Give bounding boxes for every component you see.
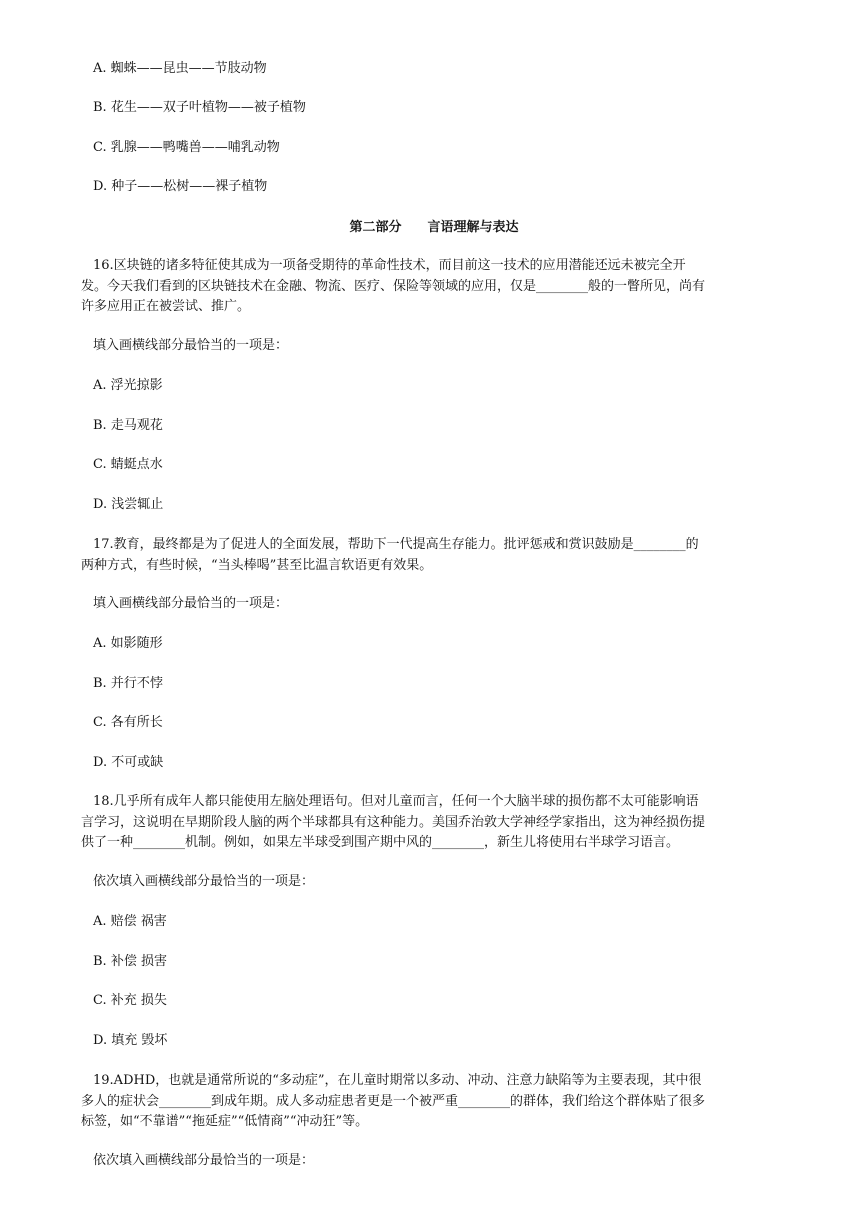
q16-option-a: A. 浮光掠影: [93, 378, 163, 393]
q16-prompt: 填入画横线部分最恰当的一项是：: [93, 338, 289, 353]
q18-option-c: C. 补充 损失: [93, 993, 167, 1008]
q16-option-c: C. 蜻蜓点水: [93, 457, 163, 472]
q19-prompt: 依次填入画横线部分最恰当的一项是：: [93, 1153, 315, 1168]
q16-line-3: 许多应用正在被尝试、推广。: [81, 299, 251, 314]
q18-prompt: 依次填入画横线部分最恰当的一项是：: [93, 874, 315, 889]
q17-option-d: D. 不可或缺: [93, 755, 164, 770]
q16-option-d: D. 浅尝辄止: [93, 497, 164, 512]
q18-option-b: B. 补偿 损害: [93, 954, 167, 969]
q15-option-a: A. 蜘蛛——昆虫——节肢动物: [93, 61, 267, 76]
q19-line-3: 标签，如“不靠谱”“拖延症”“低情商”“冲动狂”等。: [81, 1114, 369, 1129]
q19-line-2: 多人的症状会________到成年期。成人多动症患者更是一个被严重________的群体，我们给这个群体贴了很多: [81, 1093, 706, 1109]
section-title: 言语理解与表达: [427, 220, 519, 235]
q18-line-2: 言学习，这说明在早期阶段人脑的两个半球都具有这种能力。美国乔治敦大学神经学家指出，这为神经损伤提: [81, 814, 706, 830]
q15-option-b: B. 花生——双子叶植物——被子植物: [93, 100, 306, 115]
q16-line-1: 16.区块链的诸多特征使其成为一项备受期待的革命性技术，而目前这一技术的应用潜能还远未被完全开: [93, 258, 686, 273]
q17-option-c: C. 各有所长: [93, 715, 163, 730]
q18-option-a: A. 赔偿 祸害: [93, 914, 167, 929]
q18-line-1: 18.几乎所有成年人都只能使用左脑处理语句。但对儿童而言，任何一个大脑半球的损伤都不太可能影响语: [93, 794, 699, 809]
q17-line-1: 17.教育，最终都是为了促进人的全面发展，帮助下一代提高生存能力。批评惩戒和赏识鼓励是________的: [93, 537, 699, 552]
q16-stem: [81, 256, 801, 318]
q16-option-b: B. 走马观花: [93, 418, 163, 433]
q16-line-2: 发。今天我们看到的区块链技术在金融、物流、医疗、保险等领域的应用，仅是________般的一瞥所见，尚有: [81, 278, 706, 294]
section-part: 第二部分: [349, 220, 402, 235]
q19-line-1: 19.ADHD，也就是通常所说的“多动症”，在儿童时期常以多动、冲动、注意力缺陷等为主要表现，其中很: [93, 1073, 702, 1088]
q17-option-a: A. 如影随形: [93, 636, 163, 651]
q17-line-2: 两种方式，有些时候，“当头棒喝”甚至比温言软语更有效果。: [81, 557, 433, 573]
q15-option-d: D. 种子——松树——裸子植物: [93, 179, 268, 194]
q19-stem: [81, 1071, 801, 1133]
q18-option-d: D. 填充 毁坏: [93, 1033, 168, 1048]
q17-option-b: B. 并行不悖: [93, 676, 163, 691]
section-heading: [0, 218, 868, 238]
q15-option-c: C. 乳腺——鸭嘴兽——哺乳动物: [93, 140, 280, 155]
q17-stem: [81, 535, 801, 576]
q18-line-3: 供了一种________机制。例如，如果左半球受到围产期中风的________，新生儿将使用右半球学习语言。: [81, 835, 680, 850]
q18-stem: [81, 792, 801, 854]
q17-prompt: 填入画横线部分最恰当的一项是：: [93, 596, 289, 611]
